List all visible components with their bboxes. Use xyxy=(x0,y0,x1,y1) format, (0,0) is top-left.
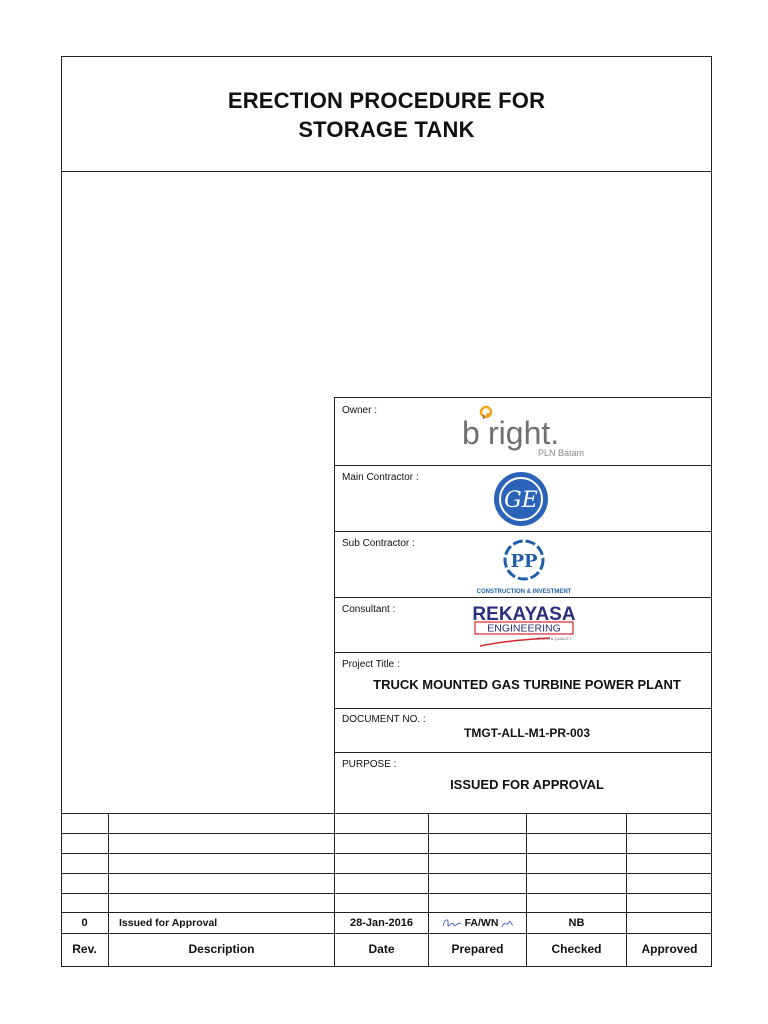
owner-logo xyxy=(458,402,588,460)
signature-icon xyxy=(441,916,463,930)
svg-text:CONSTRUCTION & INVESTMENT: CONSTRUCTION & INVESTMENT xyxy=(476,589,572,595)
table-grid-line xyxy=(61,853,712,854)
table-grid-line xyxy=(61,813,712,814)
approved-cell xyxy=(627,913,712,933)
info-divider xyxy=(334,397,712,398)
title-line-1: ERECTION PROCEDURE FOR xyxy=(227,88,546,113)
page-border xyxy=(61,56,712,967)
info-divider xyxy=(334,752,712,753)
svg-text:': ' xyxy=(482,412,486,432)
svg-text:REKAYASA: REKAYASA xyxy=(472,604,576,625)
svg-text:SPEED & QUALITY: SPEED & QUALITY xyxy=(536,636,572,641)
main-contractor-label: Main Contractor : xyxy=(342,472,419,483)
document-no-label: DOCUMENT NO. : xyxy=(342,714,426,725)
header-prepared: Prepared xyxy=(451,942,504,956)
checked-cell: NB xyxy=(568,917,585,929)
info-divider xyxy=(334,465,712,466)
description-cell: Issued for Approval xyxy=(119,917,218,929)
header-checked: Checked xyxy=(551,942,602,956)
table-grid-line xyxy=(61,833,712,834)
header-rev: Rev. xyxy=(72,942,97,956)
bright-wordmark: b xyxy=(462,415,480,451)
date-cell: 28-Jan-2016 xyxy=(350,917,413,929)
document-number: TMGT-ALL-M1-PR-003 xyxy=(464,726,590,740)
prepared-initials: FA/WN xyxy=(464,917,499,929)
purpose-value: ISSUED FOR APPROVAL xyxy=(450,777,604,792)
svg-text:PLN Batam: PLN Batam xyxy=(538,448,585,458)
header-approved: Approved xyxy=(641,942,698,956)
table-grid-line xyxy=(61,873,712,874)
svg-text:ENGINEERING: ENGINEERING xyxy=(487,622,561,635)
project-title-label: Project Title : xyxy=(342,659,400,670)
document-title xyxy=(61,86,712,144)
prepared-cell xyxy=(429,913,526,933)
svg-text:PP: PP xyxy=(510,551,538,572)
svg-text:right.: right. xyxy=(488,415,560,451)
info-divider xyxy=(334,652,712,653)
info-divider xyxy=(334,708,712,709)
info-block-left-border xyxy=(334,397,335,813)
info-divider xyxy=(334,531,712,532)
header-date: Date xyxy=(368,942,395,956)
title-line-2: STORAGE TANK xyxy=(298,117,475,142)
info-divider xyxy=(334,597,712,598)
pp-logo xyxy=(472,536,576,596)
owner-label: Owner : xyxy=(342,405,378,416)
table-grid-line xyxy=(61,893,712,894)
svg-text:GE: GE xyxy=(504,488,538,513)
ge-logo xyxy=(493,471,549,527)
signature-icon xyxy=(500,916,514,930)
rev-cell: 0 xyxy=(81,917,88,929)
title-divider xyxy=(61,171,712,172)
header-description: Description xyxy=(188,942,255,956)
purpose-label: PURPOSE : xyxy=(342,759,397,770)
sub-contractor-label: Sub Contractor : xyxy=(342,538,415,549)
project-title: TRUCK MOUNTED GAS TURBINE POWER PLANT xyxy=(373,677,681,692)
consultant-label: Consultant : xyxy=(342,604,396,615)
rekayasa-logo xyxy=(470,600,578,648)
